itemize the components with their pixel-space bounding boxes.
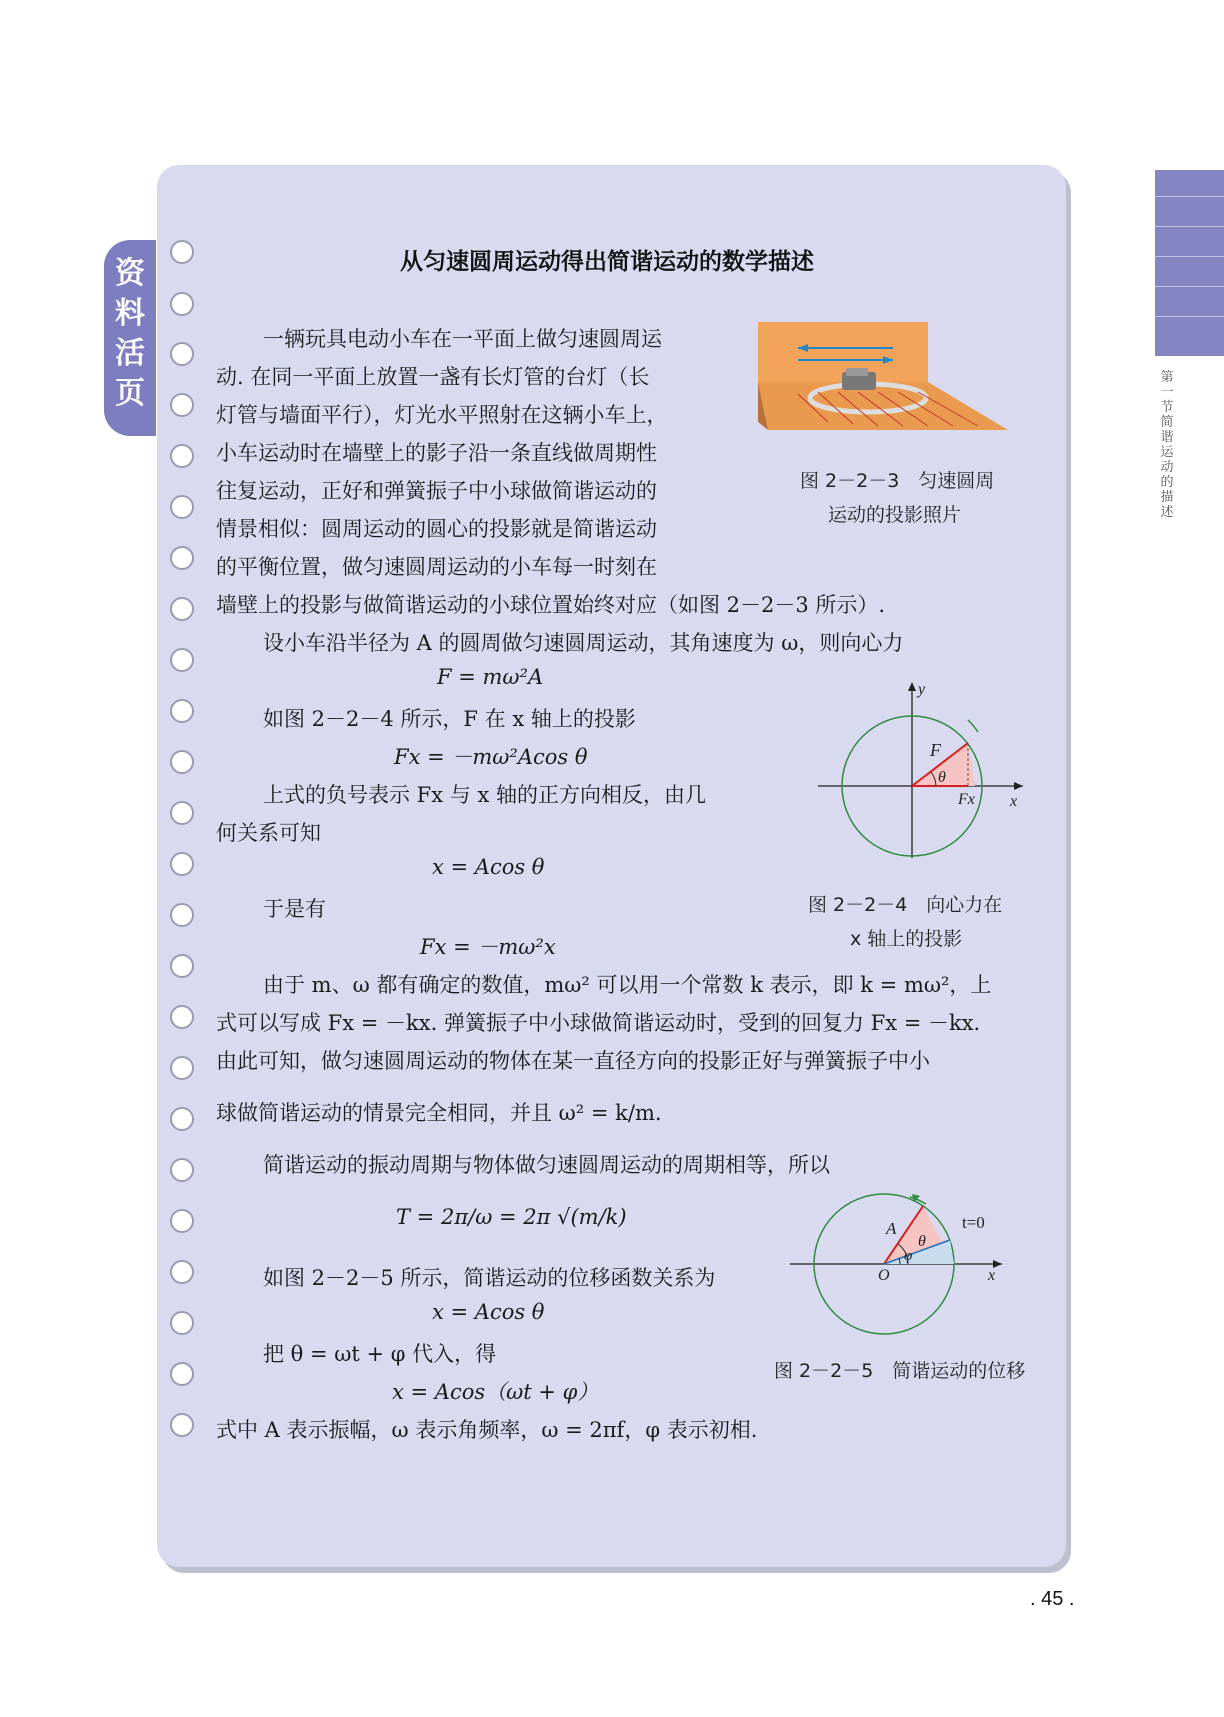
figure-caption: 图 2－2－3 匀速圆周 — [800, 470, 995, 492]
formula: Fx = －mω²x — [420, 935, 556, 959]
text-line: 于是有 — [263, 897, 326, 921]
axis-label-y: y — [918, 681, 926, 698]
text-line: 小车运动时在墙壁上的影子沿一条直线做周期性 — [216, 441, 657, 465]
formula: Fx = －mω²Acos θ — [394, 745, 588, 769]
text-line: 何关系可知 — [216, 821, 321, 845]
label-A: A — [886, 1219, 897, 1238]
figure-2-2-4-diagram — [818, 680, 1028, 860]
label-t0: t=0 — [962, 1213, 985, 1232]
formula: x = Acos（ωt + φ） — [392, 1380, 599, 1404]
label-O: O — [878, 1267, 890, 1284]
text-line: 把 θ = ωt + φ 代入，得 — [263, 1342, 497, 1366]
text-line: 式中 A 表示振幅，ω 表示角频率，ω = 2πf，φ 表示初相. — [216, 1418, 758, 1442]
text-line: 简谐运动的振动周期与物体做匀速圆周运动的周期相等，所以 — [263, 1153, 830, 1177]
chapter-color-block — [1155, 170, 1224, 356]
figure-2-2-3-photo — [758, 322, 1008, 430]
text-line: 式可以写成 Fx = －kx. 弹簧振子中小球做简谐运动时，受到的回复力 Fx = －kx. — [216, 1011, 981, 1035]
text-line: 如图 2－2－5 所示，简谐运动的位移函数关系为 — [263, 1266, 716, 1290]
text-line: 球做简谐运动的情景完全相同，并且 ω² = k/m. — [216, 1101, 662, 1125]
page-title: 从匀速圆周运动得出简谐运动的数学描述 — [400, 249, 814, 275]
text-line: 由于 m、ω 都有确定的数值，mω² 可以用一个常数 k 表示，即 k = mω²，上 — [263, 973, 992, 997]
text-line: 上式的负号表示 Fx 与 x 轴的正方向相反，由几 — [263, 783, 706, 807]
label-theta: θ — [918, 1233, 926, 1250]
figure-caption: 运动的投影照片 — [828, 504, 962, 526]
text-line: 设小车沿半径为 A 的圆周做匀速圆周运动，其角速度为 ω，则向心力 — [263, 631, 904, 655]
formula: x = Acos θ — [432, 1300, 545, 1324]
label-Fx: Fx — [958, 791, 975, 808]
text-line: 情景相似：圆周运动的圆心的投影就是简谐运动 — [216, 517, 657, 541]
text-line: 动. 在同一平面上放置一盏有长灯管的台灯（长 — [216, 365, 650, 389]
text-line: 由此可知，做匀速圆周运动的物体在某一直径方向的投影正好与弹簧振子中小 — [216, 1049, 930, 1073]
formula: F = mω²A — [437, 665, 544, 689]
page-number: . 45 . — [1030, 1588, 1075, 1610]
side-tab: 资料活页 — [104, 240, 156, 436]
text-line: 如图 2－2－4 所示，F 在 x 轴上的投影 — [263, 707, 636, 731]
figure-caption: 图 2－2－5 简谐运动的位移 — [774, 1360, 1026, 1382]
label-F: F — [930, 740, 941, 760]
chapter-label: 第一节 简谐运动的描述 — [1160, 370, 1174, 520]
label-phi: φ — [904, 1248, 913, 1264]
figure-caption: x 轴上的投影 — [850, 928, 963, 950]
axis-label-x: x — [988, 1267, 996, 1284]
text-line: 的平衡位置，做匀速圆周运动的小车每一时刻在 — [216, 555, 657, 579]
text-line: 灯管与墙面平行），灯光水平照射在这辆小车上， — [216, 403, 668, 427]
figure-caption: 图 2－2－4 向心力在 — [808, 894, 1003, 916]
text-line: 墙壁上的投影与做简谐运动的小球位置始终对应（如图 2－2－3 所示）. — [216, 593, 886, 617]
figure-2-2-5-diagram — [790, 1180, 1010, 1340]
text-line: 一辆玩具电动小车在一平面上做匀速圆周运 — [263, 327, 662, 351]
text-line: 往复运动，正好和弹簧振子中小球做简谐运动的 — [216, 479, 657, 503]
label-theta: θ — [938, 769, 946, 786]
formula: T = 2π/ω = 2π √(m/k) — [396, 1205, 627, 1229]
formula: x = Acos θ — [432, 855, 545, 879]
axis-label-x: x — [1010, 793, 1018, 810]
